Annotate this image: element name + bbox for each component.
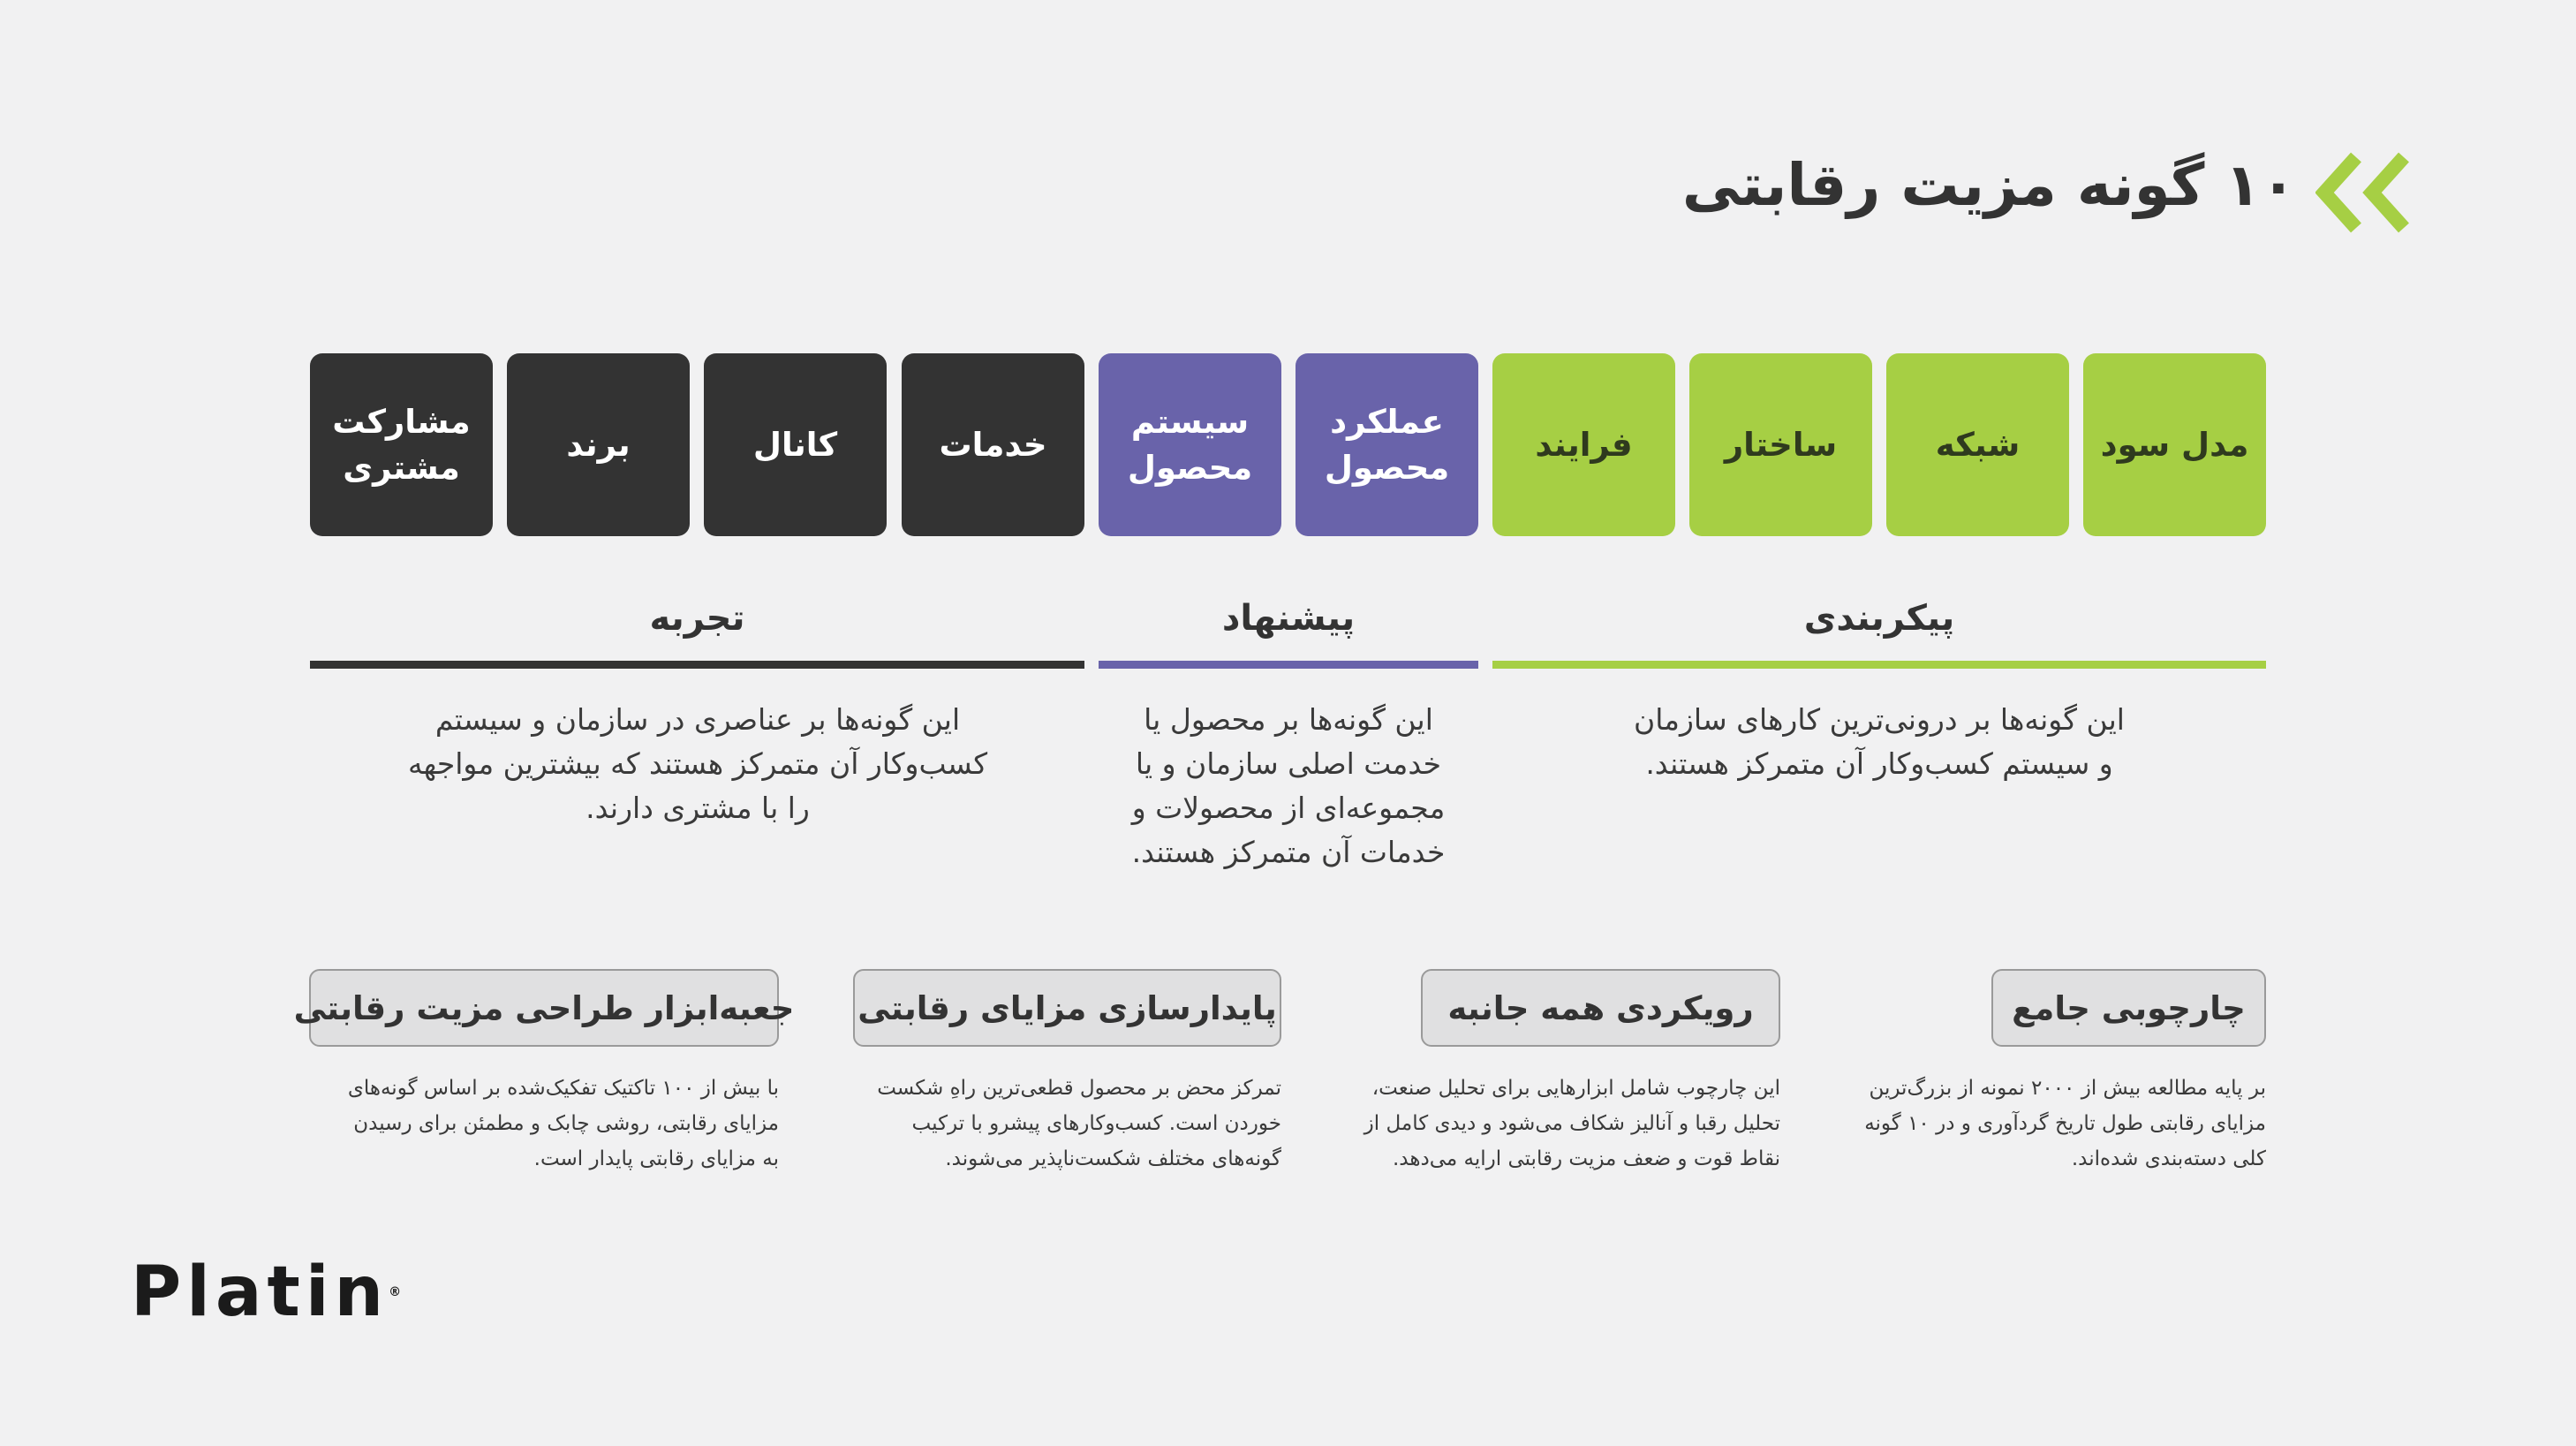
platin-logo (131, 1253, 401, 1332)
group-title-experience: تجربه (649, 598, 745, 639)
group-title-offering: پیشنهاد (1221, 598, 1356, 639)
feature-design-toolbox: جعبه‌ابزار طراحی مزیت رقابتی (309, 969, 779, 1047)
tile-service: خدمات (902, 353, 1084, 536)
tile-product-performance: عملکرد محصول (1296, 353, 1478, 536)
feature-comprehensive-framework: چارچوبی جامع (1991, 969, 2266, 1047)
page-title: ۱۰ گونه مزیت رقابتی (1681, 151, 2296, 219)
tile-product-system: سیستم محصول (1099, 353, 1281, 536)
tile-customer-engagement: مشارکت مشتری (310, 353, 493, 536)
group-desc-offering: این گونه‌ها بر محصول یا خدمت اصلی سازمان و یا مجموعه‌ای از محصولات و خدمات آن متمرکز هستند. (1131, 702, 1446, 869)
group-divider-configuration (1492, 661, 2266, 669)
feature-desc-comprehensive-framework: بر پایه مطالعه بیش از ۲۰۰۰ نمونه از بزرگ‌ترین مزایای رقابتی طول تاریخ گردآوری و در ۱۰ گونه کلی دسته‌بندی شده‌اند. (1864, 1077, 2266, 1170)
registered-mark: ® (389, 1285, 402, 1299)
group-title-configuration: پیکربندی (1803, 598, 1955, 639)
group-divider-experience (310, 661, 1084, 669)
tile-profit-model: مدل سود (2083, 353, 2266, 536)
group-desc-configuration: این گونه‌ها بر درونی‌ترین کارهای سازمان و سیستم کسب‌وکار آن متمرکز هستند. (1634, 702, 2125, 781)
feature-desc-design-toolbox: با بیش از ۱۰۰ تاکتیک تفکیک‌شده بر اساس گونه‌های مزایای رقابتی، روشی چابک و مطمئن برای رسیدن به مزایای رقابتی پایدار است. (347, 1077, 779, 1170)
tile-channel: کانال (704, 353, 887, 536)
logo-text: Platin (131, 1253, 389, 1332)
group-divider-offering (1099, 661, 1478, 669)
feature-desc-sustaining-advantages: تمرکز محض بر محصول قطعی‌ترین راهِ شکست خوردن است. کسب‌وکارهای پیشرو با ترکیب گونه‌های مختلف شکست‌ناپذیر می‌شوند. (877, 1077, 1281, 1170)
tile-structure: ساختار (1689, 353, 1872, 536)
group-desc-experience: این گونه‌ها بر عناصری در سازمان و سیستم کسب‌وکار آن متمرکز هستند که بیشترین مواجهه را با مشتری دارند. (407, 702, 988, 825)
tile-brand: برند (507, 353, 690, 536)
feature-holistic-approach: رویکردی همه جانبه (1421, 969, 1780, 1047)
feature-sustaining-advantages: پایدارسازی مزایای رقابتی (853, 969, 1281, 1047)
double-chevron-left-icon (2315, 148, 2413, 237)
feature-desc-holistic-approach: این چارچوب شامل ابزارهایی برای تحلیل صنعت، تحلیل رقبا و آنالیز شکاف می‌شود و دیدی کامل از نقاط قوت و ضعف مزیت رقابتی ارایه می‌دهد. (1364, 1077, 1780, 1170)
tile-process: فرایند (1492, 353, 1675, 536)
tile-network: شبکه (1886, 353, 2069, 536)
